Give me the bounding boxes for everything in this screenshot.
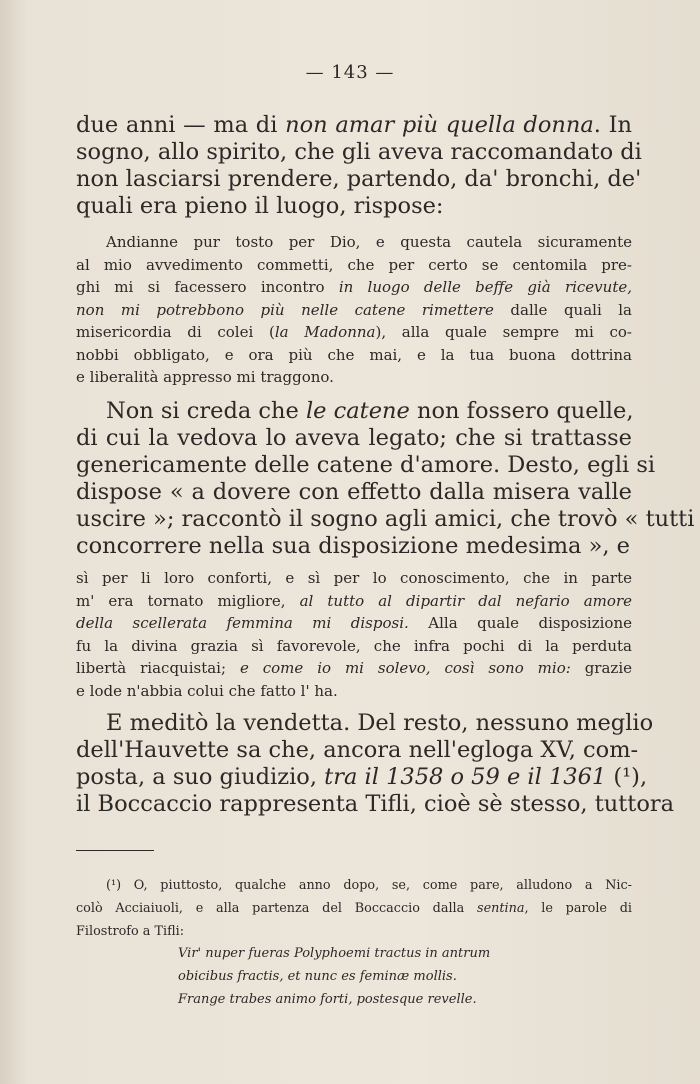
text-segment: al mio avvedimento commetti, che per certo se centomila pre- (76, 255, 632, 274)
text-segment: genericamente delle catene d'amore. Desto, egli si (76, 452, 656, 478)
italic-segment: al tutto al dipartir dal nefario amore (299, 591, 632, 610)
paragraph-2 (76, 398, 695, 560)
text-line (76, 112, 632, 139)
text-line (76, 612, 632, 635)
text-line (76, 590, 632, 613)
quote-1 (76, 231, 632, 389)
text-segment: nobbi obbligato, e ora più che mai, e la tua buona dottrina (76, 345, 632, 364)
italic-segment: la Madonna (274, 323, 376, 341)
text-line (76, 276, 632, 299)
verse-line: obicibus fractis, et nunc es feminæ mollis. (178, 969, 457, 984)
text-line (76, 344, 632, 367)
italic-segment: le catene (305, 398, 410, 424)
text-segment: non fossero quelle, (409, 398, 634, 424)
italic-segment: tra il 1358 o 59 e il 1361 (324, 764, 607, 790)
text-segment: e liberalità appresso mi traggono. (76, 368, 334, 386)
text-line (76, 897, 632, 920)
text-line (76, 366, 632, 389)
text-line (76, 166, 642, 193)
text-line (76, 874, 632, 897)
text-line (76, 680, 632, 703)
text-line (76, 193, 632, 220)
text-segment: Andianne pur tosto per Dio, e questa cautela sicuramente (106, 233, 632, 251)
text-segment: il Boccaccio rappresenta Tifli, cioè sè stesso, tuttora (76, 791, 675, 817)
italic-segment: in luogo delle beffe già ricevute, (338, 278, 632, 296)
text-segment: Filostrofo a Tifli: (76, 924, 185, 939)
text-line (76, 139, 642, 166)
text-segment: misericordia di colei ( (76, 323, 275, 341)
text-segment: sì per li loro conforti, e sì per lo conoscimento, che in parte (76, 569, 632, 587)
page-number: — 143 — (305, 62, 395, 83)
text-segment: concorrere nella sua disposizione medesima », e (76, 533, 630, 559)
text-line (76, 737, 639, 764)
text-segment: fu la divina grazia sì favorevole, che infra pochi di la perduta (76, 636, 632, 655)
footnote-rule (76, 850, 154, 851)
text-segment: Non si creda che (106, 398, 306, 424)
italic-segment: della scellerata femmina mi disposi. (76, 614, 409, 632)
text-segment: (¹), (606, 764, 648, 790)
text-segment: sogno, allo spirito, che gli aveva raccomandato di (76, 139, 642, 165)
text-segment: posta, a suo giudizio, (76, 764, 325, 790)
text-segment: colò Acciaiuoli, e alla partenza del Boccaccio dalla (76, 901, 477, 916)
text-line (76, 479, 632, 506)
text-line (76, 635, 632, 658)
text-line (76, 764, 648, 791)
italic-segment: sentina (477, 901, 525, 916)
paragraph-3 (76, 710, 675, 818)
text-line (76, 533, 632, 560)
text-segment: non lasciarsi prendere, partendo, da' bronchi, de' (76, 166, 642, 192)
verse-line: Frange trabes animo forti, postesque revelle. (178, 992, 477, 1007)
text-line (76, 506, 695, 533)
text-line (76, 231, 632, 254)
quote-2 (76, 567, 632, 702)
verse-line: Vir' nuper fueras Polyphoemi tractus in antrum (178, 946, 491, 961)
text-segment: . In (593, 112, 633, 138)
text-segment: m' era tornato migliore, (76, 591, 300, 610)
text-line (76, 398, 632, 425)
text-line (76, 299, 632, 322)
text-segment: dalle quali la (493, 300, 632, 319)
text-segment: e lode n'abbia colui che fatto l' ha. (76, 681, 338, 700)
text-line (76, 567, 632, 590)
text-segment: libertà riacquistai; (76, 659, 240, 677)
text-segment: dell'Hauvette sa che, ancora nell'egloga XV, com- (76, 737, 639, 763)
verse-block (178, 942, 490, 1011)
text-segment: , le parole di (524, 901, 632, 916)
text-line (76, 710, 654, 737)
text-line (76, 425, 632, 452)
text-line (76, 254, 632, 277)
text-segment: ), alla quale sempre mi co- (375, 323, 632, 341)
italic-segment: non amar più quella donna (285, 112, 594, 138)
paragraph-1 (76, 112, 642, 220)
text-segment: dispose « a dovere con effetto dalla misera valle (76, 479, 632, 505)
text-segment: uscire »; raccontò il sogno agli amici, che trovò « tutti (76, 506, 695, 532)
footnote (76, 874, 632, 943)
italic-segment: e come io mi solevo, così sono mio: (239, 659, 571, 677)
text-segment: (¹) O, piuttosto, qualche anno dopo, se, come pare, alludono a Nic- (106, 878, 632, 893)
text-line (76, 452, 656, 479)
italic-segment: non mi potrebbono più nelle catene rimettere (76, 300, 494, 319)
text-line (76, 657, 632, 680)
text-segment: di cui la vedova lo aveva legato; che si trattasse (76, 425, 632, 451)
text-line (76, 321, 632, 344)
text-segment: quali era pieno il luogo, rispose: (76, 193, 444, 219)
text-line (76, 920, 632, 943)
text-line (76, 791, 675, 818)
text-segment: ghi mi si facessero incontro (76, 278, 339, 296)
text-segment: due anni — ma di (76, 112, 286, 138)
text-segment: E meditò la vendetta. Del resto, nessuno meglio (106, 710, 654, 736)
text-segment: Alla quale disposizione (408, 614, 632, 632)
text-segment: grazie (570, 659, 632, 677)
